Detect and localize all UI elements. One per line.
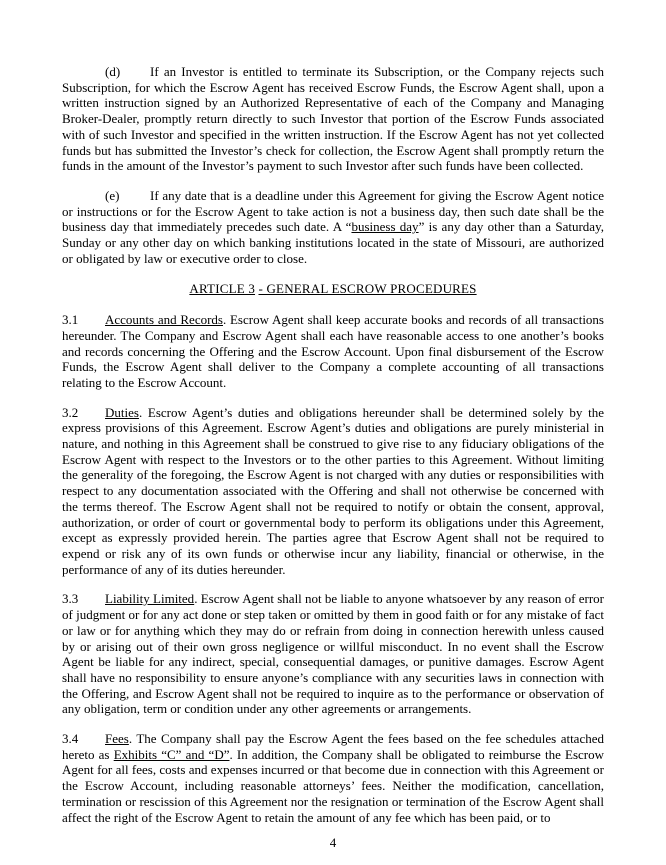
article-3-heading: [62, 281, 604, 297]
article-heading-number: ARTICLE 3: [189, 281, 256, 297]
paragraph-d-text: If an Investor is entitled to terminate its Subscription, or the Company rejects such Subscription, for which the Escrow Agent has received Escrow Funds, the Escrow Agent shall, upon a written instruction signed by an Authorized Representative of each of the Company and Managing Broker-Dealer, promptly return directly to such Investor that portion of the Escrow Funds associated with of such Investor and specified in the written instruction. If the Escrow Agent has not yet collected funds but has submitted the Investor’s check for collection, the Escrow Agent shall promptly return the funds in the amount of the Investor’s payment to such Investor after such funds have been collected.: [62, 64, 604, 174]
section-3-4-number: 3.4: [62, 731, 79, 747]
exhibits-reference: Exhibits “C” and “D”: [113, 746, 230, 762]
section-3-3-number: 3.3: [62, 591, 79, 607]
section-3-2-text: . Escrow Agent’s duties and obligations hereunder shall be determined solely by the express provisions of this Agreement. Escrow Agent’s duties and obligations are purely ministerial in nature, and nothing in this Agreement shall be construed to give rise to any fiduciary obligations of the Escrow Agent with respect to the Investors or to the other parties to this Agreement. Without limiting the generality of the foregoing, the Escrow Agent is not charged with any duties or responsibilities with respect to any documentation associated with the Offering and shall not otherwise be concerned with the terms thereof. The Escrow Agent shall not be required to notify or obtain the consent, approval, authorization, or order of court or governmental body to perform its obligations under this Agreement, except as expressly provided herein. The parties agree that Escrow Agent shall not be required to expend or risk any of its own funds or otherwise incur any liability, financial or otherwise, in the performance of any of its duties hereunder.: [62, 404, 604, 577]
paragraph-e-text-1: If any date that is a deadline under this Agreement for giving the Escrow Agent notice or instructions or for the Escrow Agent to take action is not a business day, then such date shall be the business day that immediately precedes such date. A “: [62, 187, 604, 235]
paragraph-e-text-2: ” is any day other than a Saturday, Sunday or any other day on which banking institutions located in the state of Missouri, are authorized or obligated by law or executive order to close.: [62, 219, 604, 266]
paragraph-d-label: (d): [105, 64, 121, 79]
paragraph-e: [62, 188, 604, 267]
section-3-1-text: . Escrow Agent shall keep accurate books and records of all transactions hereunder. The Company and Escrow Agent shall each have reasonable access to one another’s books and records concerning the Offering and the Escrow Account. Upon final disbursement of the Escrow Funds, the Escrow Agent shall deliver to the Company a complete accounting of all transactions relating to the Escrow Account.: [62, 312, 604, 390]
section-3-4: [62, 731, 604, 825]
paragraph-d: [62, 64, 604, 174]
section-3-3-title: Liability Limited: [105, 591, 195, 607]
paragraph-e-label: (e): [105, 187, 120, 203]
page-number: 4: [329, 835, 337, 851]
section-3-4-title: Fees: [105, 731, 129, 747]
business-day-term: business day: [351, 219, 419, 235]
section-3-4-text-2: . In addition, the Company shall be obligated to reimburse the Escrow Agent for all fees, costs and expenses incurred or that become due in connection with this Agreement or the Escrow Account, including reasonable attorneys’ fees. Neither the modification, cancellation, termination or rescission of this Agreement nor the resignation or termination of the Escrow Agent shall affect the right of the Escrow Agent to retain the amount of any fee which has been paid, or to: [62, 746, 605, 825]
article-heading-title: - GENERAL ESCROW PROCEDURES: [258, 281, 477, 297]
section-3-2-title: Duties: [105, 404, 139, 420]
section-3-2: [62, 405, 604, 578]
section-3-3-text: . Escrow Agent shall not be liable to anyone whatsoever by any reason of error of judgment or for any act done or step taken or omitted by them in good faith or for any mistake of fact or law or for anything which they may do or refrain from doing in connection herewith unless caused by or arising out of their own gross negligence or willful misconduct. In no event shall the Escrow Agent be liable for any indirect, special, consequential damages, or punitive damages. Escrow Agent shall have no responsibility to ensure anyone’s compliance with any securities laws in connection with the Offering, and Escrow Agent shall not be required to inquire as to the performance or observation of any obligation, term or condition under any other agreements or arrangements.: [62, 591, 604, 717]
section-3-1-number: 3.1: [62, 312, 79, 328]
section-3-3: [62, 591, 604, 717]
section-3-1: [62, 312, 604, 391]
section-3-2-number: 3.2: [62, 404, 79, 420]
section-3-1-title: Accounts and Records: [105, 312, 223, 328]
section-3-4-text-1: . The Company shall pay the Escrow Agent the fees based on the fee schedules attached hereto as: [62, 731, 604, 762]
